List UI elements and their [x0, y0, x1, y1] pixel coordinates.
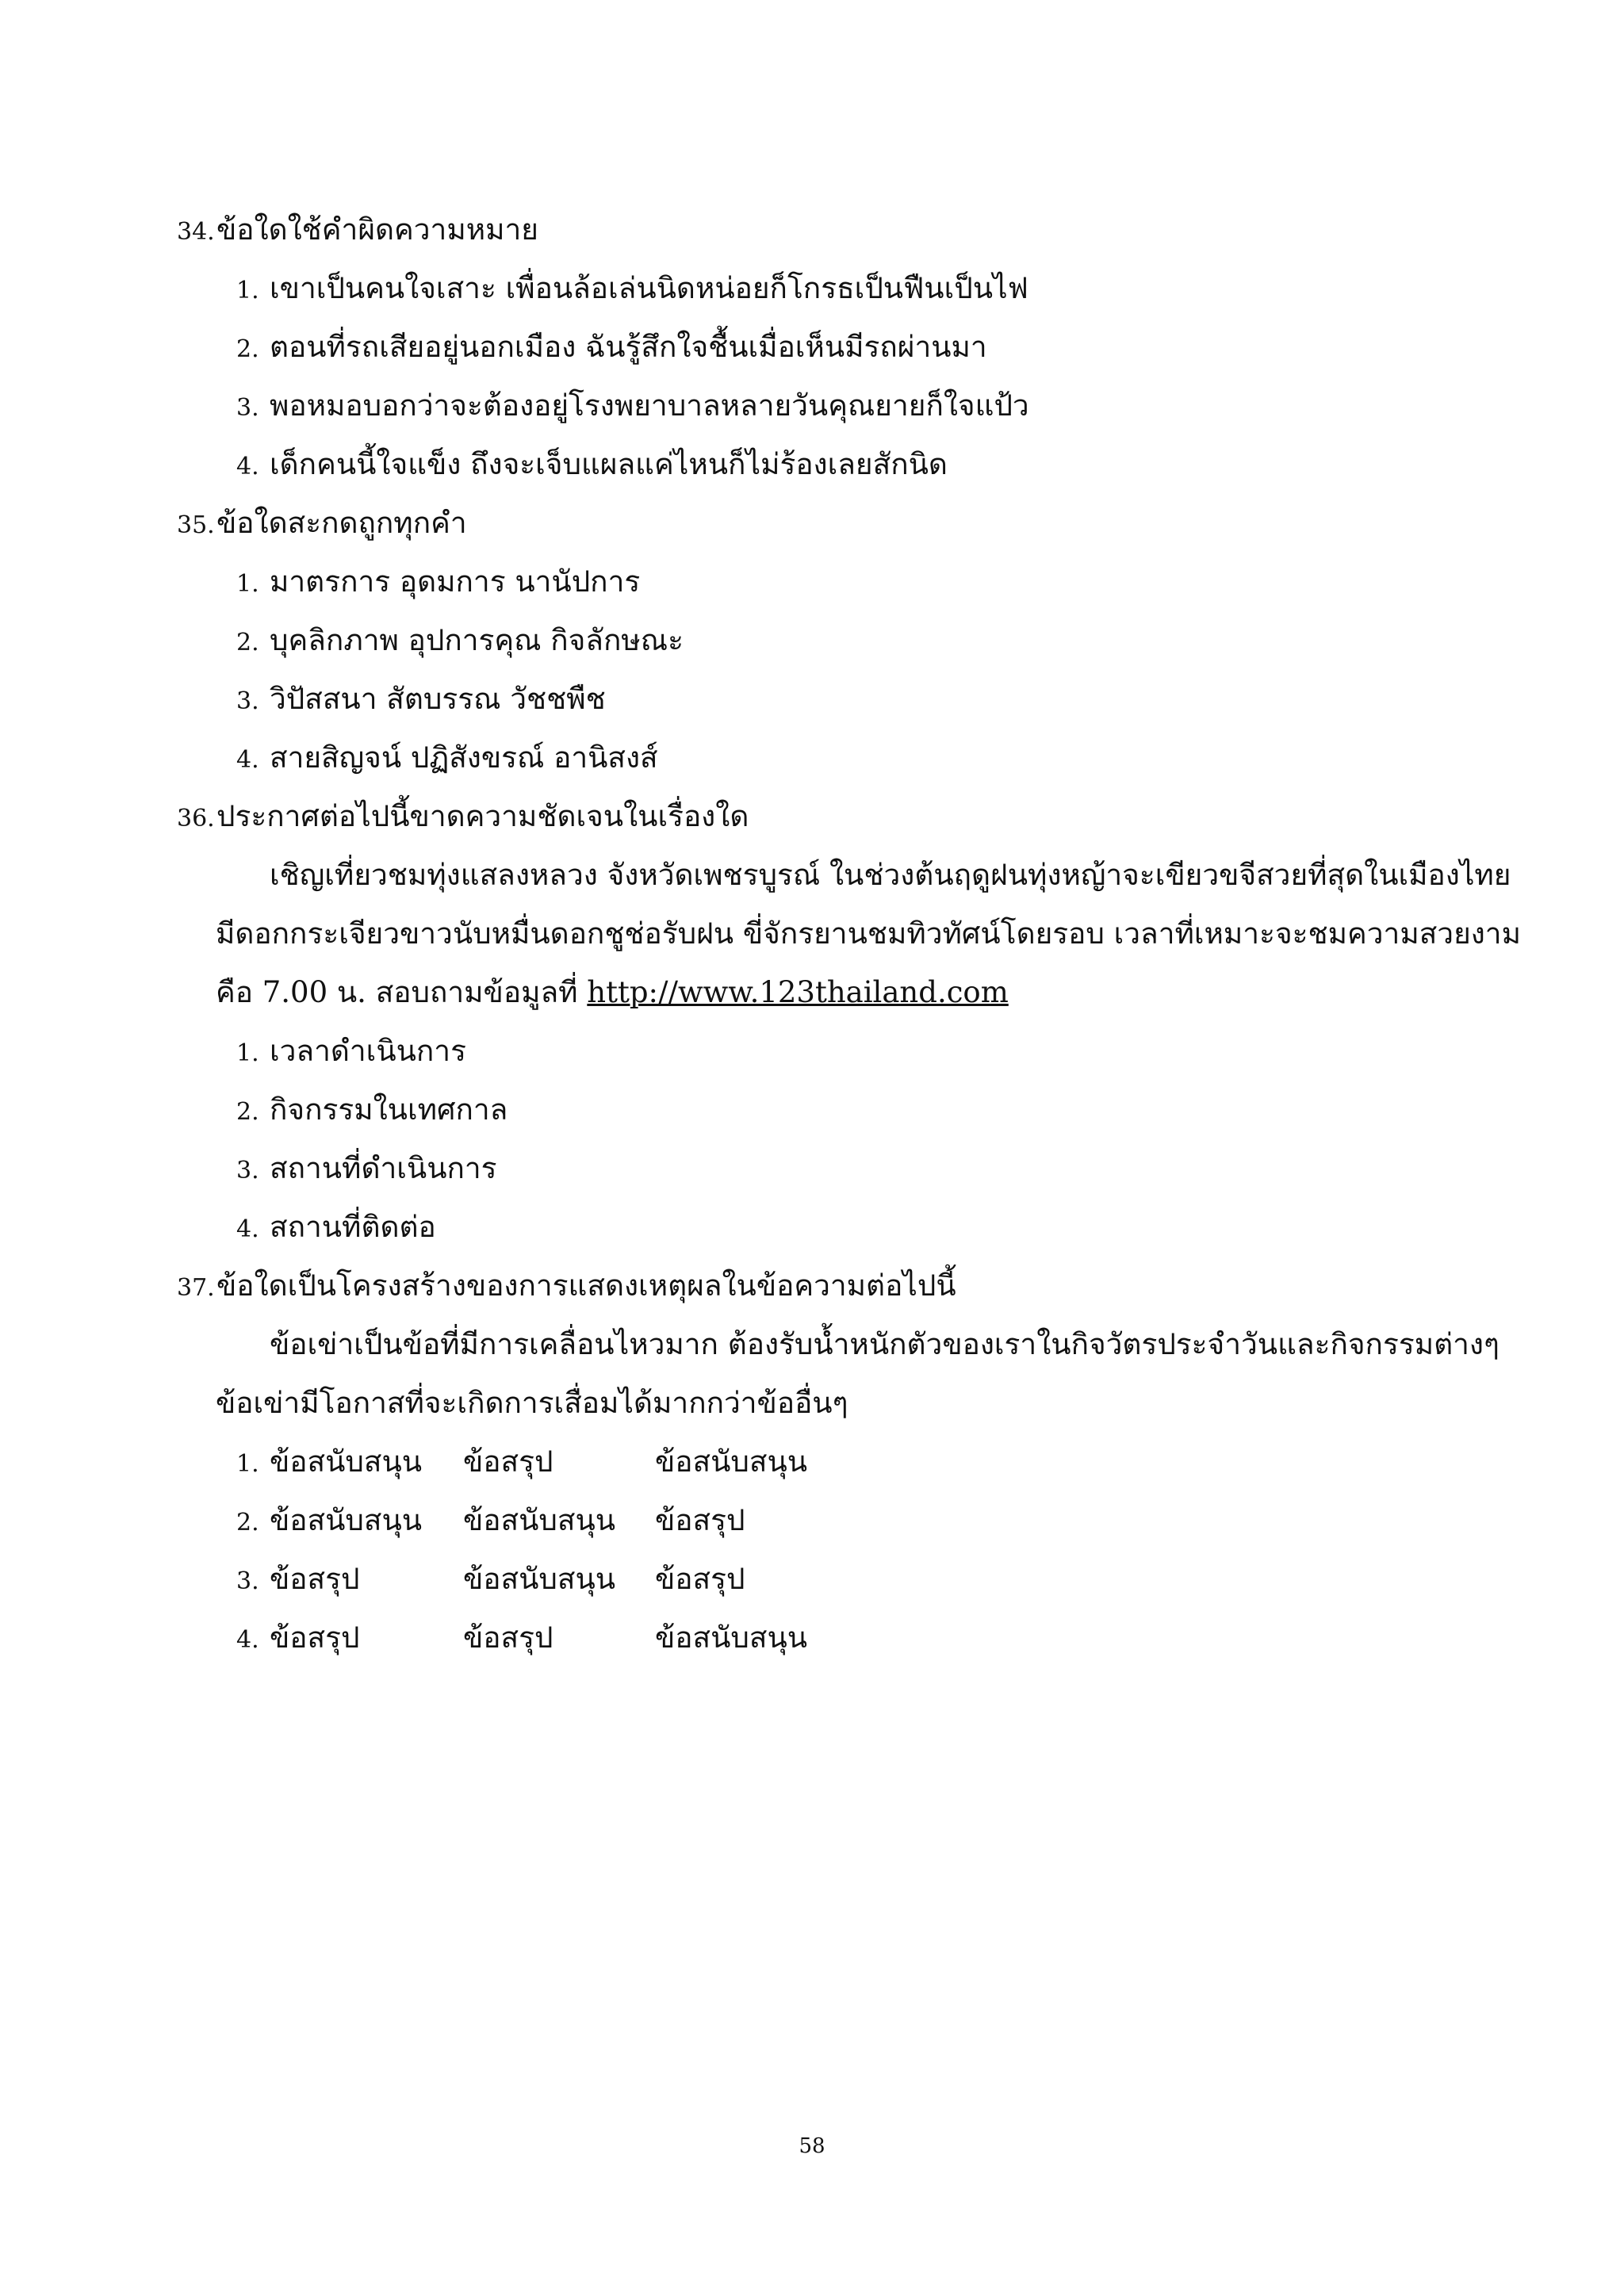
option-number: 2. [236, 335, 259, 363]
question-number: 34. [177, 218, 215, 246]
option-number: 4. [236, 453, 259, 480]
option-col-2: ข้อสนับสนุน [463, 1503, 616, 1537]
option-37-2 [236, 1502, 871, 1542]
option-text: บุคลิกภาพ อุปการคุณ กิจลักษณะ [270, 623, 684, 657]
option-34-4 [236, 446, 948, 486]
option-number: 4. [236, 1626, 259, 1654]
passage-line [216, 1384, 848, 1422]
option-col-1: ข้อสรุป [270, 1562, 360, 1596]
option-34-2 [236, 328, 987, 369]
option-col-3: ข้อสรุป [655, 1503, 745, 1537]
option-36-2 [236, 1091, 508, 1131]
option-number: 4. [236, 1215, 259, 1243]
option-number: 3. [236, 1567, 259, 1595]
option-text: วิปัสสนา สัตบรรณ วัชชพืช [270, 682, 606, 716]
page-number: 58 [799, 2134, 825, 2158]
option-number: 2. [236, 1509, 259, 1536]
option-text: เขาเป็นคนใจเสาะ เพื่อนล้อเล่นนิดหน่อยก็โกรธเป็นฟืนเป็นไฟ [270, 271, 1028, 305]
option-34-1 [236, 270, 1028, 310]
question-number: 37. [177, 1274, 215, 1302]
option-col-1: ข้อสนับสนุน [270, 1503, 423, 1537]
question-text: ข้อใดเป็นโครงสร้างของการแสดงเหตุผลในข้อความต่อไปนี้ [216, 1269, 956, 1303]
question-text: ข้อใดสะกดถูกทุกคำ [216, 506, 467, 540]
passage-line [216, 974, 1009, 1012]
option-col-2: ข้อสรุป [463, 1621, 553, 1655]
question-text: ข้อใดใช้คำผิดความหมาย [216, 212, 538, 247]
question-number: 36. [177, 805, 215, 832]
option-text: เด็กคนนี้ใจแข็ง ถึงจะเจ็บแผลแค่ไหนก็ไม่ร้องเลยสักนิด [270, 447, 948, 481]
passage-text: มีดอกกระเจียวขาวนับหมื่นดอกชูช่อรับฝน ขี่จักรยานชมทิวทัศน์โดยรอบ เวลาที่เหมาะจะชมความสวยงาม [216, 916, 1521, 951]
option-col-3: ข้อสนับสนุน [655, 1445, 808, 1479]
option-number: 3. [236, 394, 259, 422]
option-number: 3. [236, 687, 259, 715]
question-35 [177, 504, 467, 545]
option-37-4 [236, 1619, 871, 1659]
passage-text: ข้อเข่าเป็นข้อที่มีการเคลื่อนไหวมาก ต้องรับน้ำหนักตัวของเราในกิจวัตรประจำวันและกิจกรรมต่างๆ [270, 1327, 1500, 1361]
option-35-1 [236, 563, 640, 603]
option-number: 2. [236, 1098, 259, 1126]
passage-text: เชิญเที่ยวชมทุ่งแสลงหลวง จังหวัดเพชรบูรณ์ ในช่วงต้นฤดูฝนทุ่งหญ้าจะเขียวขจีสวยที่สุดในเมืองไทย [270, 858, 1511, 892]
passage-line [216, 915, 1521, 953]
option-col-3: ข้อสนับสนุน [655, 1621, 808, 1655]
option-36-1 [236, 1032, 466, 1073]
option-col-3: ข้อสรุป [655, 1562, 745, 1596]
passage-line [270, 1326, 1500, 1364]
option-text: สถานที่ติดต่อ [270, 1210, 436, 1244]
option-number: 1. [236, 570, 259, 598]
question-34 [177, 211, 538, 251]
option-col-2: ข้อสรุป [463, 1445, 553, 1479]
option-number: 3. [236, 1157, 259, 1184]
passage-text: คือ 7.00 น. สอบถามข้อมูลที่ [216, 975, 578, 1009]
option-text: สายสิญจน์ ปฏิสังขรณ์ อานิสงส์ [270, 740, 658, 775]
option-text: พอหมอบอกว่าจะต้องอยู่โรงพยาบาลหลายวันคุณยายก็ใจแป้ว [270, 388, 1029, 423]
question-36 [177, 798, 749, 838]
option-36-3 [236, 1150, 497, 1190]
option-text: เวลาดำเนินการ [270, 1034, 466, 1068]
option-col-2: ข้อสนับสนุน [463, 1562, 616, 1596]
website-link[interactable]: http://www.123thailand.com [587, 975, 1009, 1009]
option-col-1: ข้อสนับสนุน [270, 1445, 423, 1479]
passage-text: ข้อเข่ามีโอกาสที่จะเกิดการเสื่อมได้มากกว่าข้ออื่นๆ [216, 1386, 848, 1420]
option-37-3 [236, 1560, 871, 1601]
option-37-1 [236, 1443, 871, 1483]
option-text: กิจกรรมในเทศกาล [270, 1093, 508, 1127]
option-35-3 [236, 680, 606, 721]
option-number: 2. [236, 629, 259, 656]
option-col-1: ข้อสรุป [270, 1621, 360, 1655]
option-number: 1. [236, 1039, 259, 1067]
option-number: 1. [236, 277, 259, 304]
option-text: ตอนที่รถเสียอยู่นอกเมือง ฉันรู้สึกใจชื้นเมื่อเห็นมีรถผ่านมา [270, 330, 987, 364]
option-36-4 [236, 1208, 436, 1249]
option-text: มาตรการ อุดมการ นานัปการ [270, 564, 641, 599]
question-37 [177, 1267, 956, 1307]
option-34-3 [236, 387, 1029, 427]
option-number: 1. [236, 1450, 259, 1478]
option-text: สถานที่ดำเนินการ [270, 1151, 497, 1185]
passage-line [270, 856, 1511, 894]
option-35-2 [236, 622, 684, 662]
question-text: ประกาศต่อไปนี้ขาดความชัดเจนในเรื่องใด [216, 799, 749, 833]
option-35-4 [236, 739, 658, 779]
question-number: 35. [177, 511, 215, 539]
option-number: 4. [236, 746, 259, 774]
